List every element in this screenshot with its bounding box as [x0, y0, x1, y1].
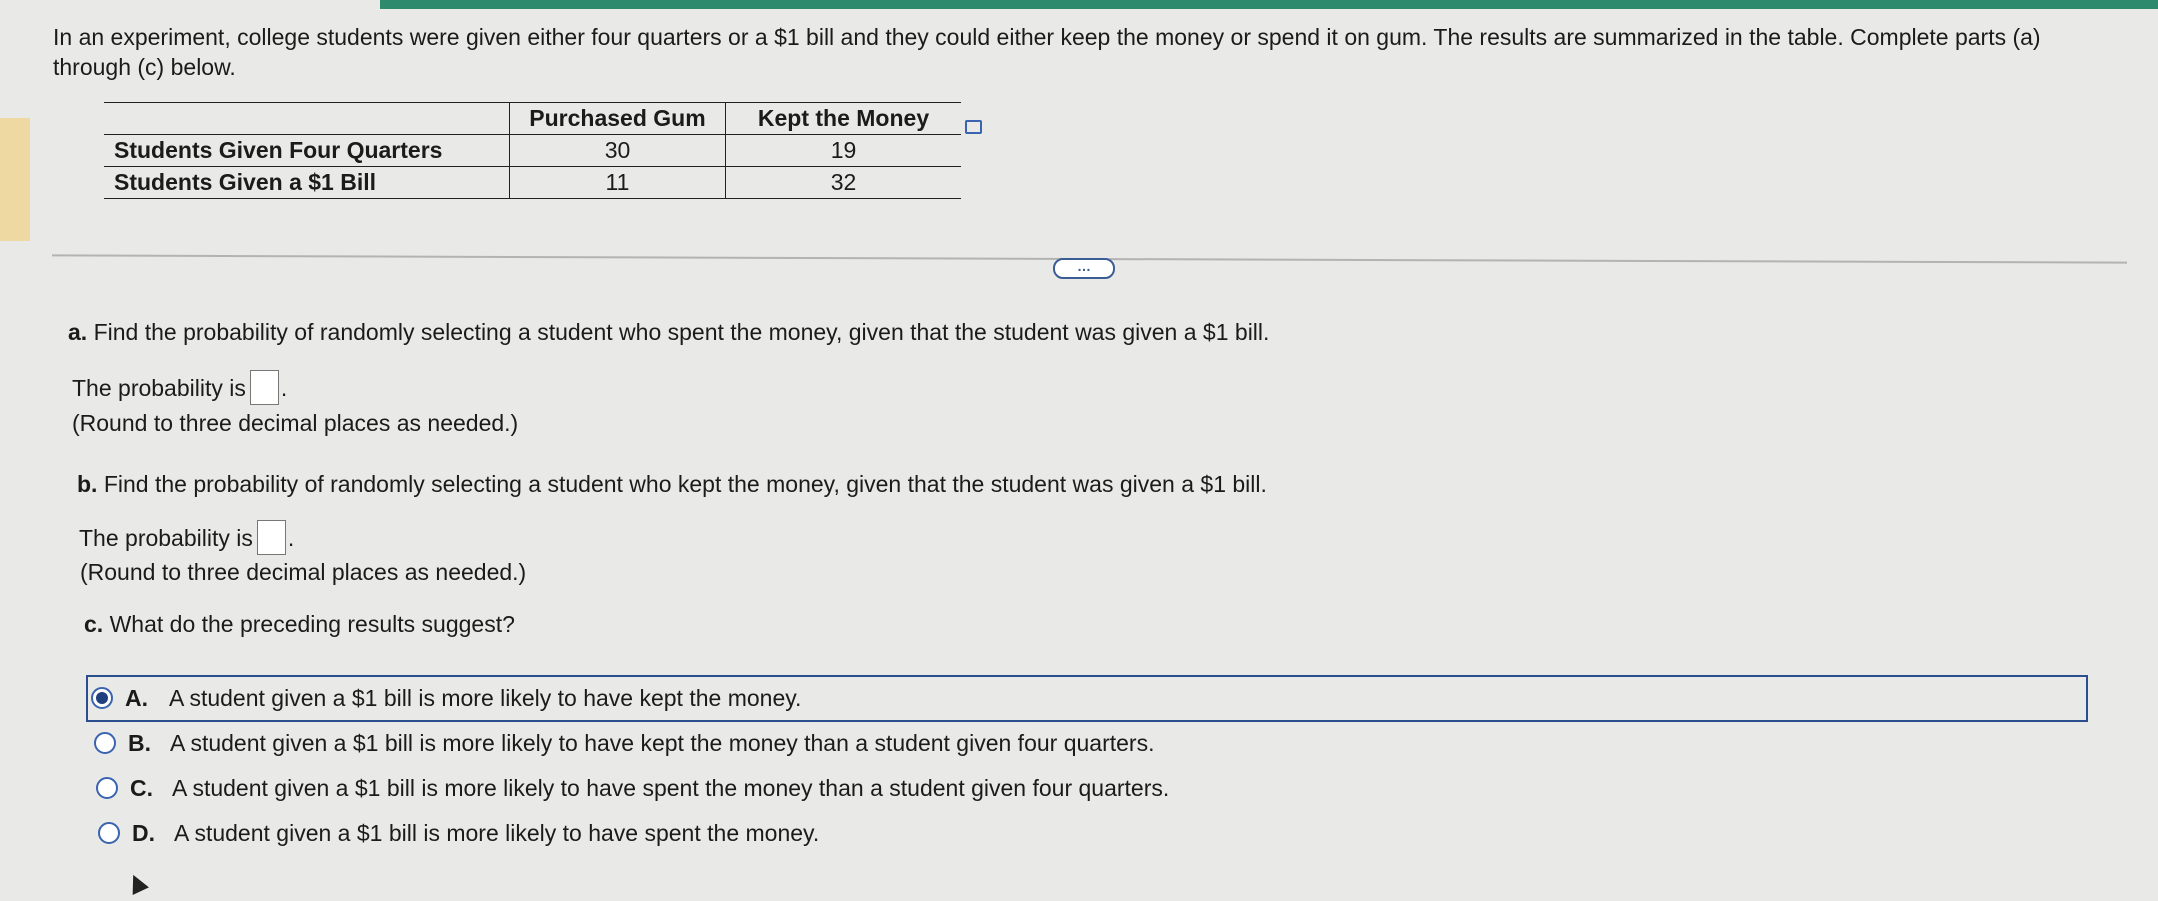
table-row	[104, 167, 961, 199]
table-corner-cell	[104, 103, 510, 135]
hint-a: (Round to three decimal places as needed.)	[72, 410, 519, 436]
table-row-label: Students Given a $1 Bill	[104, 167, 510, 199]
copy-table-icon[interactable]	[965, 120, 982, 134]
question-a	[68, 318, 1269, 346]
table-cell: 32	[726, 167, 962, 199]
radio-icon[interactable]	[96, 777, 118, 799]
question-c-label: c.	[84, 611, 104, 637]
question-a-label: a.	[68, 319, 88, 345]
hint-b: (Round to three decimal places as needed.)	[80, 559, 527, 585]
question-b-label: b.	[77, 471, 98, 497]
option-b-text: A student given a $1 bill is more likely to have kept the money than a student given four quarters.	[170, 730, 1155, 756]
mouse-pointer-icon	[125, 871, 149, 895]
option-d-letter: D.	[132, 820, 155, 846]
top-accent-bar	[380, 0, 2158, 9]
question-a-text: Find the probability of randomly selecting a student who spent the money, given that the student was given a $1 bill.	[93, 319, 1270, 345]
radio-icon[interactable]	[98, 822, 120, 844]
answer-a-prefix: The probability is	[72, 375, 246, 401]
answer-b-line: The probability is .	[79, 520, 294, 555]
results-table	[104, 102, 961, 199]
option-d-text: A student given a $1 bill is more likely to have spent the money.	[174, 820, 820, 846]
problem-intro: In an experiment, college students were given either four quarters or a $1 bill and they could either keep the money or spend it on gum. The results are summarized in the table. Complete parts (a) through (c) below.	[53, 24, 2041, 80]
expand-more-button[interactable]: …	[1053, 258, 1115, 279]
option-a-text: A student given a $1 bill is more likely to have kept the money.	[169, 685, 802, 711]
table-cell: 19	[726, 135, 962, 167]
option-b-letter: B.	[128, 730, 151, 756]
left-highlight-strip	[0, 118, 30, 241]
answer-b-input[interactable]	[257, 520, 286, 555]
option-a-letter: A.	[125, 685, 148, 711]
table-cell: 30	[510, 135, 726, 167]
answer-b-prefix: The probability is	[79, 525, 253, 551]
table-row-label: Students Given Four Quarters	[104, 135, 510, 167]
answer-a-input[interactable]	[250, 370, 279, 405]
radio-selected-icon[interactable]	[91, 687, 113, 709]
option-c-text: A student given a $1 bill is more likely to have spent the money than a student given four quarters.	[172, 775, 1170, 801]
table-header-cell: Purchased Gum	[510, 103, 726, 135]
option-c-letter: C.	[130, 775, 153, 801]
question-c-text: What do the preceding results suggest?	[109, 611, 515, 637]
question-b-text: Find the probability of randomly selecting a student who kept the money, given that the student was given a $1 bill.	[103, 471, 1267, 497]
table-header-row	[104, 103, 961, 135]
question-b	[77, 470, 1267, 498]
answer-a-line: The probability is .	[72, 370, 287, 405]
radio-icon[interactable]	[94, 732, 116, 754]
question-c	[84, 610, 515, 638]
table-header-cell: Kept the Money	[726, 103, 962, 135]
table-cell: 11	[510, 167, 726, 199]
table-row	[104, 135, 961, 167]
